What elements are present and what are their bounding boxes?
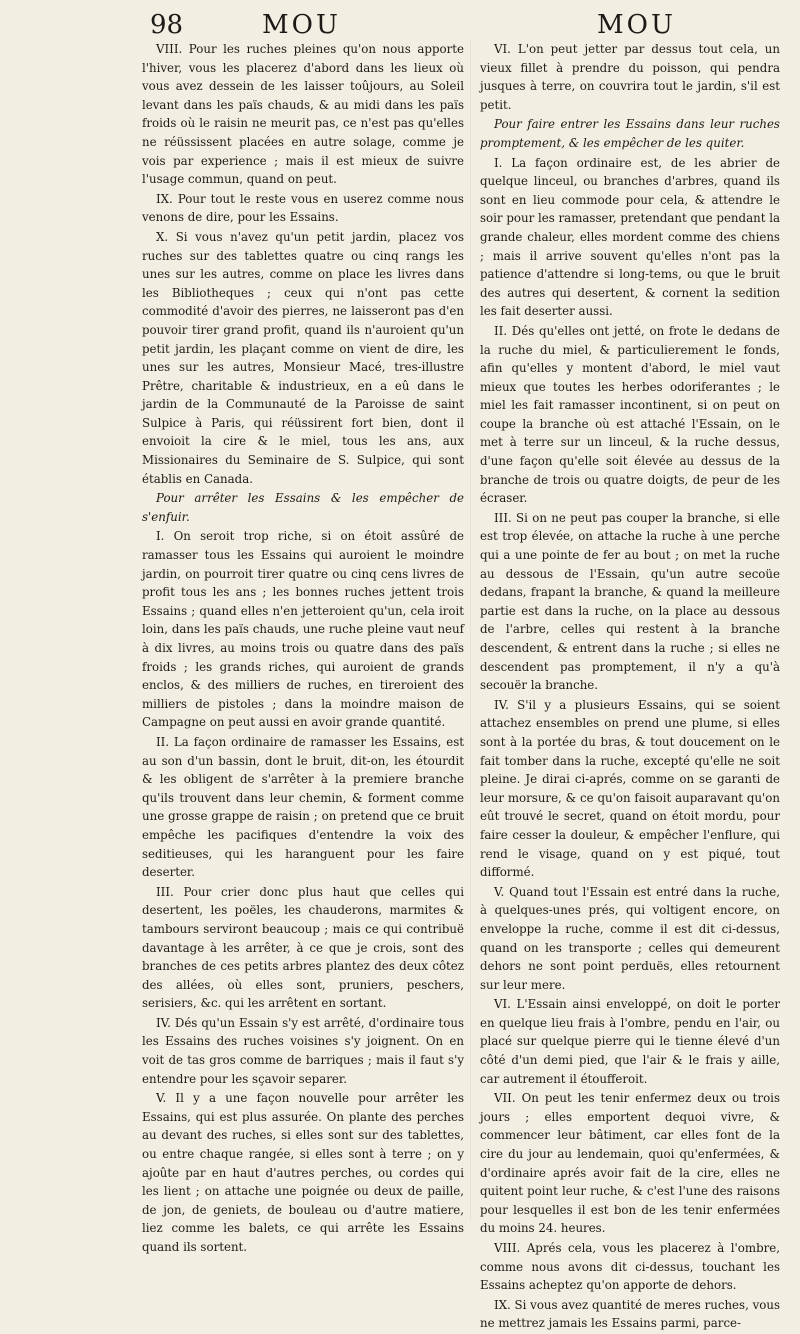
paragraph: V. Il y a une façon nouvelle pour arrêter les Essains, qui est plus assurée. On plante des perches au devant des ruches, si elles sont sur des tablettes, ou entre chaque rangée, si elles sont à terre ; on y ajoûte par en haut d'autres perches, ou cordes qui les lient ; on attache une poignée ou deux de paille, de jon, de geniets, de bouleau ou d'autre matiere, liez comme les balets, ce qui arrête les Essains quand ils sortent.	[142, 1091, 464, 1254]
section-heading: Pour faire entrer les Essains dans leur ruches promptement, & les empêcher de les quiter.	[480, 117, 780, 150]
page-number: 98	[150, 10, 184, 40]
right-column	[480, 40, 780, 1334]
paragraph: VI. L'on peut jetter par dessus tout cela, un vieux fillet à prendre du poisson, qui pendra jusques à terre, on couvrira tout le jardin, s'il est petit.	[480, 42, 780, 112]
page-header	[0, 10, 800, 40]
paragraph: III. Pour crier donc plus haut que celles qui desertent, les poëles, les chauderons, marmites & tambours serviront beaucoup ; mais ce qui contribuë davantage à les arrêter, à ce que je crois, sont des branches de ces petits arbres plantez des deux côtez des allées, où elles sont, pruniers, peschers, serisiers, &c. qui les arrêtent en sortant.	[142, 884, 464, 1011]
paragraph: VI. L'Essain ainsi enveloppé, on doit le porter en quelque lieu frais à l'ombre, pendu en l'air, ou placé sur quelque pierre qui le tienne élevé d'un côté d'un demi pied, que l'air & le frais y aille, car autrement il étoufferoit.	[480, 997, 780, 1086]
paragraph: VIII. Pour les ruches pleines qu'on nous apporte l'hiver, vous les placerez d'abord dans les lieux où vous avez dessein de les laisser toûjours, au Soleil levant dans les païs chauds, & au midi dans les païs froids où le raisin ne meurit pas, ce n'est pas qu'elles ne réüssissent placées en autre solage, comme je vois par experience ; mais il est mieux de suivre l'usage commun, quand on peut.	[142, 42, 464, 187]
paragraph: I. On seroit trop riche, si on étoit assûré de ramasser tous les Essains qui auroient le moindre jardin, on pourroit tirer quatre ou cinq cens livres de profit tous les ans ; les bonnes ruches jettent trois Essains ; quand elles n'en jetteroient qu'un, cela iroit loin, dans les païs chauds, une ruche pleine vaut neuf à dix livres, au moins trois ou quatre dans des païs froids ; les grands riches, qui auroient de grands enclos, & des milliers de ruches, en tireroient des milliers de pistoles ; dans la moindre maison de Campagne on peut aussi en avoir grande quantité.	[142, 529, 464, 730]
paragraph: IV. Dés qu'un Essain s'y est arrêté, d'ordinaire tous les Essains des ruches voisines s'y joignent. On en voit de tas gros comme de barriques ; mais il faut s'y entendre pour les sçavoir separer.	[142, 1015, 464, 1086]
paragraph: VIII. Aprés cela, vous les placerez à l'ombre, comme nous avons dit ci-dessus, touchant les Essains acheptez qu'on apporte de dehors.	[480, 1241, 780, 1293]
running-head-right: MOU	[597, 10, 676, 40]
paragraph: IV. S'il y a plusieurs Essains, qui se soient attachez ensembles on prend une plume, si elles sont à la portée du bras, & tout doucement on le fait tomber dans la ruche, excepté qu'elle ne soit pleine. Je dirai ci-aprés, comme on se garanti de leur morsure, & ce qu'on faisoit auparavant qu'on eût trouvé le secret, quand on étoit mordu, pour faire cesser la douleur, & empêcher l'enflure, qui rend le visage, quand on y est piqué, tout difformé.	[480, 697, 780, 880]
paragraph: II. La façon ordinaire de ramasser les Essains, est au son d'un bassin, dont le bruit, dit-on, les étourdit & les obligent de s'arrêter à la premiere branche qu'ils trouvent dans leur chemin, & forment comme une grosse grappe de raisin ; on pretend que ce bruit empêche les pacifiques d'entendre la voix des seditieuses, qui les haranguent pour les faire deserter.	[142, 734, 464, 880]
paragraph: VII. On peut les tenir enfermez deux ou trois jours ; elles emportent dequoi vivre, & commencer leur bâtiment, car elles font de la cire du jour au lendemain, quoi qu'enfermées, & d'ordinaire aprés avoir fait de la cire, elles ne quitent point leur ruche, & c'est l'une des raisons pour lesquelles il est bon de les tenir enfermées du moins 24. heures.	[480, 1091, 780, 1236]
paragraph: I. La façon ordinaire est, de les abrier de quelque linceul, ou branches d'arbres, quand ils sont en lieu commode pour cela, & attendre le soir pour les ramasser, pretendant que pendant la grande chaleur, elles mordent comme des chiens ; mais il arrive souvent qu'elles n'ont pas la patience d'attendre si long-tems, ou que le bruit des autres qui desertent, & cornent la sedition les fait deserter aussi.	[480, 155, 780, 319]
column-gutter	[470, 40, 471, 1220]
paragraph: III. Si on ne peut pas couper la branche, si elle est trop élevée, on attache la ruche à une perche qui a une pointe de fer au bout ; on met la ruche au dessous de l'Essain, qu'un autre secoüe dedans, frapant la branche, & quand la meilleure partie est dans la ruche, on la place au dessous de l'arbre, celles qui restent à la branche descendent, & entrent dans la ruche ; si elles ne descendent pas promptement, il n'y a qu'à secouër la branche.	[480, 510, 780, 693]
running-head-left: MOU	[262, 10, 341, 40]
section-heading: Pour arrêter les Essains & les empêcher de s'enfuir.	[142, 491, 464, 524]
paragraph: IX. Si vous avez quantité de meres ruches, vous ne mettrez jamais les Essains parmi, parce-	[480, 1297, 781, 1331]
paragraph: IX. Pour tout le reste vous en userez comme nous venons de dire, pour les Essains.	[142, 191, 464, 225]
paragraph: V. Quand tout l'Essain est entré dans la ruche, à quelques-unes prés, qui voltigent encore, on enveloppe la ruche, comme il est dit ci-dessus, quand on les transporte ; celles qui demeurent dehors ne sont point perduës, elles retournent sur leur mere.	[480, 884, 780, 992]
left-column	[142, 40, 464, 1258]
paragraph: II. Dés qu'elles ont jetté, on frote le dedans de la ruche du miel, & particulierement le fonds, afin qu'elles y montent d'abord, le miel vaut mieux que toutes les herbes odoriferantes ; le miel les fait ramasser incontinent, si on peut on coupe la branche où est attaché l'Essain, on le met à terre sur un linceul, & la ruche dessus, d'une façon qu'elle soit élevée au dessus de la branche de trois ou quatre doigts, de peur de les écraser.	[480, 323, 780, 506]
paragraph: X. Si vous n'avez qu'un petit jardin, placez vos ruches sur des tablettes quatre ou cinq rangs les unes sur les autres, comme on place les livres dans les Bibliotheques ; ceux qui n'ont pas cette commodité d'avoir des pierres, ne laisseront pas d'en pouvoir tirer grand profit, quand ils n'auroient qu'un petit jardin, les plaçant comme on vient de dire, les unes sur les autres, Monsieur Macé, tres-illustre Prêtre, charitable & industrieux, en a eû dans le jardin de la Communauté de la Paroisse de saint Sulpice à Paris, qui réüssirent fort bien, dont il envoioit la cire & le miel, tous les ans, aux Missionaires du Seminaire de S. Sulpice, qui sont établis en Canada.	[142, 229, 464, 486]
